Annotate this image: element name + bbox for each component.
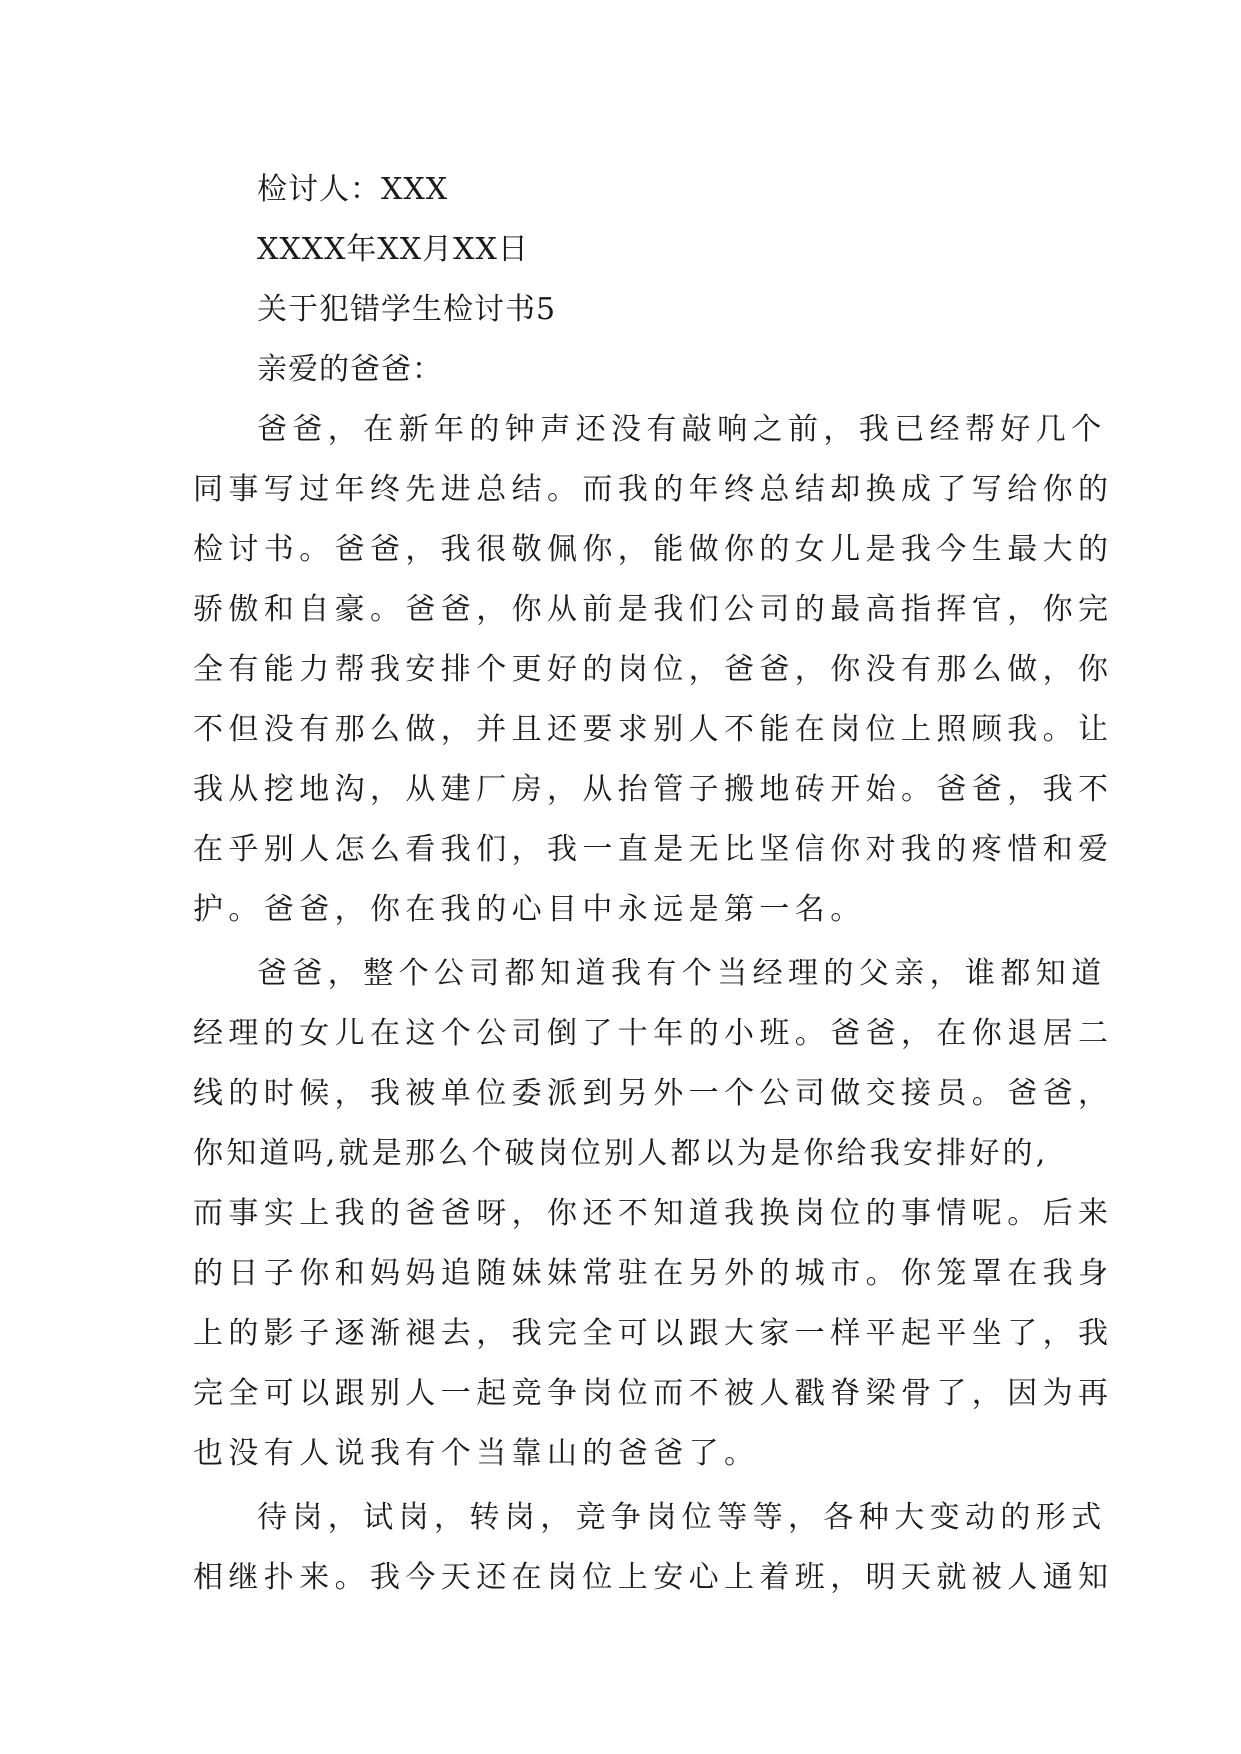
paragraph-line: 不但没有那么做，并且还要求别人不能在岗位上照顾我。让	[193, 712, 1114, 747]
paragraph-line: 检讨书。爸爸，我很敬佩你，能做你的女儿是我今生最大的	[193, 532, 1114, 567]
paragraph-line: 上的影子逐渐褪去，我完全可以跟大家一样平起平坐了，我	[193, 1316, 1114, 1351]
salutation: 亲爱的爸爸：	[257, 352, 443, 387]
paragraph-line: 同事写过年终先进总结。而我的年终总结却换成了写给你的	[193, 472, 1114, 507]
paragraph-2	[193, 944, 1114, 1484]
paragraph-line: 完全可以跟别人一起竞争岗位而不被人戳脊梁骨了，因为再	[193, 1376, 1114, 1411]
reviewer-line: 检讨人：XXX	[257, 172, 449, 207]
paragraph-line: 也没有人说我有个当靠山的爸爸了。	[193, 1436, 760, 1471]
document-body	[193, 160, 1114, 1612]
paragraph-line: 护。爸爸，你在我的心目中永远是第一名。	[193, 892, 866, 927]
paragraph-3	[193, 1488, 1114, 1608]
paragraph-1	[193, 400, 1114, 940]
paragraph-line: 的日子你和妈妈追随妹妹常驻在另外的城市。你笼罩在我身	[193, 1256, 1114, 1291]
paragraph-line: 而事实上我的爸爸呀，你还不知道我换岗位的事情呢。后来	[193, 1196, 1114, 1231]
paragraph-line: 爸爸，在新年的钟声还没有敲响之前，我已经帮好几个	[257, 412, 1107, 447]
paragraph-line: 待岗，试岗，转岗，竞争岗位等等，各种大变动的形式	[257, 1500, 1107, 1535]
paragraph-line: 骄傲和自豪。爸爸，你从前是我们公司的最高指挥官，你完	[193, 592, 1114, 627]
section-title: 关于犯错学生检讨书5	[257, 292, 557, 327]
paragraph-line: 线的时候，我被单位委派到另外一个公司做交接员。爸爸，	[193, 1076, 1114, 1111]
paragraph-line: 相继扑来。我今天还在岗位上安心上着班，明天就被人通知	[193, 1560, 1114, 1595]
paragraph-line: 在乎别人怎么看我们，我一直是无比坚信你对我的疼惜和爱	[193, 832, 1114, 867]
paragraph-line: 我从挖地沟，从建厂房，从抬管子搬地砖开始。爸爸，我不	[193, 772, 1114, 807]
paragraph-line: 全有能力帮我安排个更好的岗位，爸爸，你没有那么做，你	[193, 652, 1114, 687]
date-line: XXXX年XX月XX日	[257, 232, 529, 267]
paragraph-line: 你知道吗,就是那么个破岗位别人都以为是你给我安排好的,	[193, 1136, 1049, 1171]
paragraph-line: 经理的女儿在这个公司倒了十年的小班。爸爸，在你退居二	[193, 1016, 1114, 1051]
paragraph-line: 爸爸，整个公司都知道我有个当经理的父亲，谁都知道	[257, 956, 1107, 991]
